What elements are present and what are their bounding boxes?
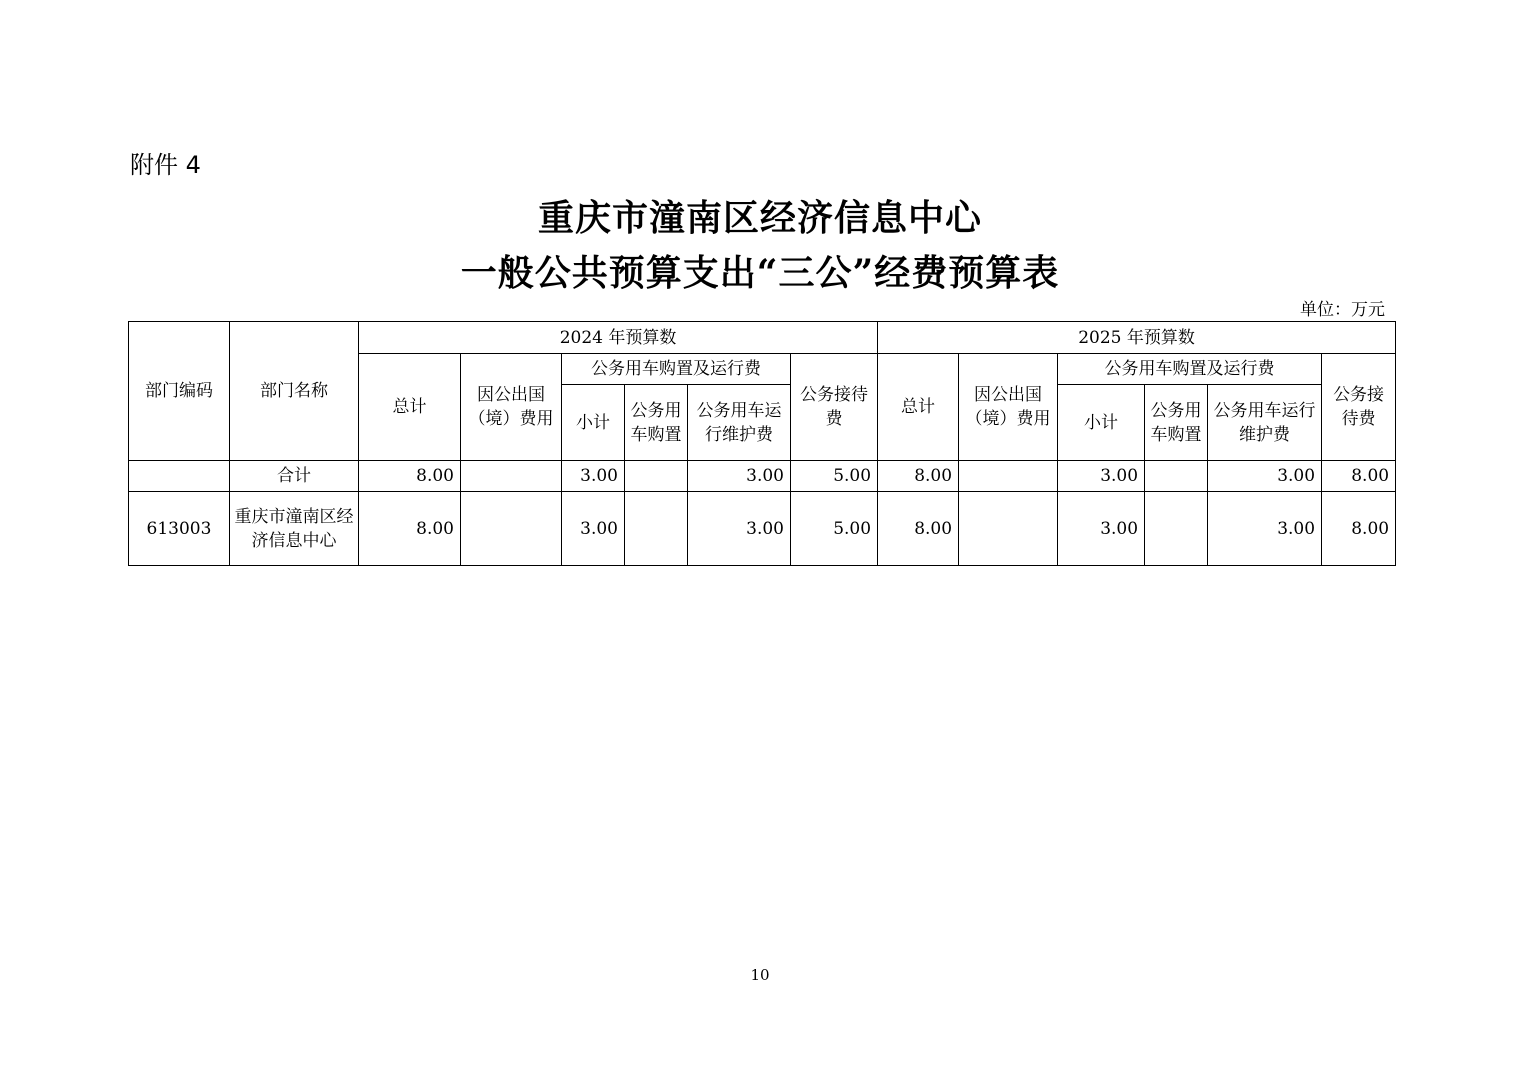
header-abroad-2024: 因公出国（境）费用: [461, 354, 562, 461]
cell-2025-maintenance: 3.00: [1208, 461, 1322, 492]
page-number: 10: [750, 966, 770, 984]
header-year-2024: 2024 年预算数: [359, 322, 878, 354]
cell-2025-total: 8.00: [878, 461, 959, 492]
header-vehicle-maint-2025: 公务用车运行维护费: [1208, 385, 1322, 461]
cell-2025-subtotal: 3.00: [1058, 492, 1145, 566]
cell-2024-reception: 5.00: [791, 492, 878, 566]
header-year-2025: 2025 年预算数: [878, 322, 1396, 354]
page-subtitle: 一般公共预算支出“三公”经费预算表: [460, 252, 1060, 294]
cell-2025-abroad: [959, 492, 1058, 566]
unit-label: 单位：万元: [1300, 300, 1385, 320]
header-abroad-2025: 因公出国（境）费用: [959, 354, 1058, 461]
cell-2025-total: 8.00: [878, 492, 959, 566]
header-subtotal-2024: 小计: [562, 385, 625, 461]
header-vehicle-purchase-2024: 公务用车购置: [625, 385, 688, 461]
cell-code: [129, 461, 230, 492]
cell-2025-reception: 8.00: [1322, 461, 1396, 492]
cell-name: 重庆市潼南区经济信息中心: [230, 492, 359, 566]
cell-2024-abroad: [461, 461, 562, 492]
cell-2024-maintenance: 3.00: [688, 461, 791, 492]
header-dept-name: 部门名称: [230, 322, 359, 461]
header-vehicle-group-2025: 公务用车购置及运行费: [1058, 354, 1322, 385]
header-vehicle-group-2024: 公务用车购置及运行费: [562, 354, 791, 385]
cell-2024-total: 8.00: [359, 492, 461, 566]
cell-2025-subtotal: 3.00: [1058, 461, 1145, 492]
header-subtotal-2025: 小计: [1058, 385, 1145, 461]
table-row-total: [129, 461, 1396, 492]
cell-2024-purchase: [625, 461, 688, 492]
cell-2024-purchase: [625, 492, 688, 566]
header-total-2024: 总计: [359, 354, 461, 461]
header-reception-2025: 公务接待费: [1322, 354, 1396, 461]
cell-2025-abroad: [959, 461, 1058, 492]
cell-2024-maintenance: 3.00: [688, 492, 791, 566]
attachment-label: 附件 4: [130, 151, 201, 179]
cell-name: 合计: [230, 461, 359, 492]
cell-2024-total: 8.00: [359, 461, 461, 492]
header-vehicle-maint-2024: 公务用车运行维护费: [688, 385, 791, 461]
cell-2024-subtotal: 3.00: [562, 492, 625, 566]
page-title: 重庆市潼南区经济信息中心: [537, 197, 982, 239]
cell-2025-purchase: [1145, 461, 1208, 492]
cell-2024-abroad: [461, 492, 562, 566]
header-reception-2024: 公务接待费: [791, 354, 878, 461]
budget-table: [128, 321, 1396, 566]
table-row-dept: [129, 492, 1396, 566]
cell-2024-subtotal: 3.00: [562, 461, 625, 492]
header-dept-code: 部门编码: [129, 322, 230, 461]
cell-2025-purchase: [1145, 492, 1208, 566]
cell-2025-maintenance: 3.00: [1208, 492, 1322, 566]
cell-code: 613003: [129, 492, 230, 566]
cell-2025-reception: 8.00: [1322, 492, 1396, 566]
cell-2024-reception: 5.00: [791, 461, 878, 492]
header-total-2025: 总计: [878, 354, 959, 461]
header-vehicle-purchase-2025: 公务用车购置: [1145, 385, 1208, 461]
